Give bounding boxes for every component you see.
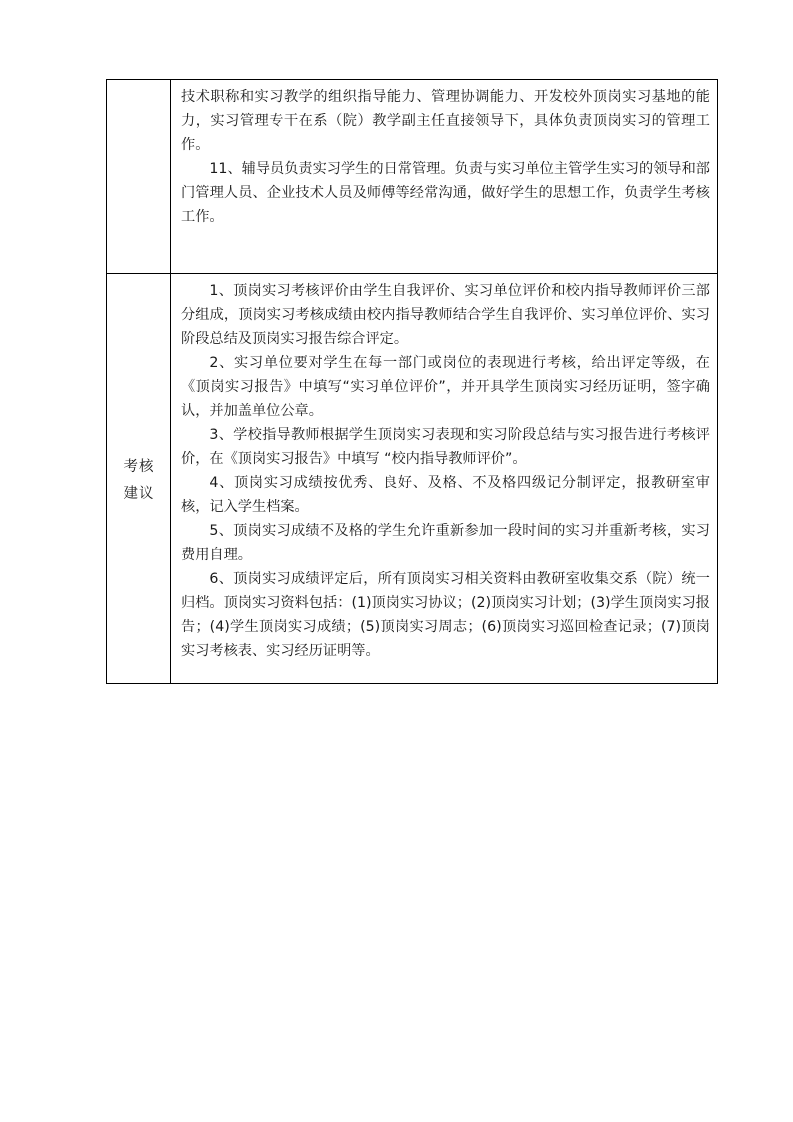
label-cell-empty [107, 80, 171, 273]
content-cell-management [171, 80, 717, 273]
paragraph-continued: 技术职称和实习教学的组织指导能力、管理协调能力、开发校外顶岗实习基地的能力，实习管理专干在系（院）教学副主任直接领导下，具体负责顶岗实习的管理工作。 [181, 89, 710, 153]
paragraph-item-4: 4、顶岗实习成绩按优秀、良好、及格、不及格四级记分制评定，报教研室审核，记入学生档案。 [181, 475, 710, 515]
paragraph-item-2: 2、实习单位要对学生在每一部门或岗位的表现进行考核，给出评定等级，在《顶岗实习报告》中填写“实习单位评价”，并开具学生顶岗实习经历证明，签字确认，并加盖单位公章。 [181, 355, 710, 419]
content-cell-assessment [171, 274, 717, 684]
paragraph-item-5: 5、顶岗实习成绩不及格的学生允许重新参加一段时间的实习并重新考核，实习费用自理。 [181, 523, 710, 563]
paragraph-item-3: 3、学校指导教师根据学生顶岗实习表现和实习阶段总结与实习报告进行考核评价，在《顶岗实习报告》中填写 “校内指导教师评价”。 [181, 427, 710, 467]
row-label [107, 454, 171, 508]
row-label-line1: 考核 [123, 459, 155, 475]
table-row-assessment [107, 274, 717, 684]
table-row-management [107, 80, 717, 274]
paragraph-item-1: 1、顶岗实习考核评价由学生自我评价、实习单位评价和校内指导教师评价三部分组成，顶岗实习考核成绩由校内指导教师结合学生自我评价、实习单位评价、实习阶段总结及顶岗实习报告综合评定。 [181, 283, 710, 347]
paragraph-item-6: 6、顶岗实习成绩评定后，所有顶岗实习相关资料由教研室收集交系（院）统一归档。顶岗实习资料包括：(1)顶岗实习协议；(2)顶岗实习计划；(3)学生顶岗实习报告；(4)学生顶岗实习成绩；(5)顶岗实习周志；(6)顶岗实习巡回检查记录；(7)顶岗实习考核表、实习经历证明等。 [181, 571, 710, 659]
row-label-line2: 建议 [123, 486, 155, 502]
label-cell-assessment [107, 274, 171, 684]
paragraph-item-11: 11、辅导员负责实习学生的日常管理。负责与实习单位主管学生实习的领导和部门管理人员、企业技术人员及师傅等经常沟通，做好学生的思想工作，负责学生考核工作。 [181, 161, 710, 225]
document-table [106, 79, 718, 684]
